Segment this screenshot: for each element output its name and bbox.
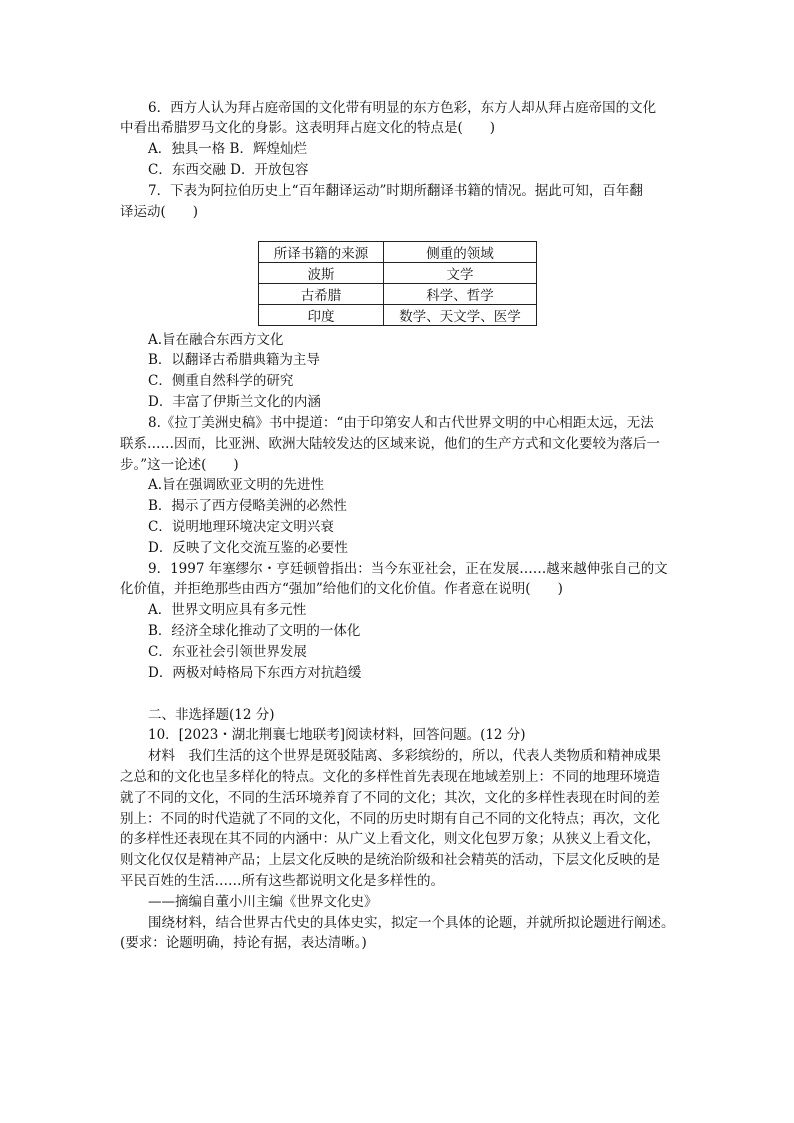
q7-stem-line2: 译运动( ) (120, 204, 199, 220)
table-header-field: 侧重的领域 (384, 242, 537, 263)
table-header-source: 所译书籍的来源 (259, 242, 384, 263)
table-cell-field: 科学、哲学 (384, 284, 537, 305)
q9-option-c: C．东亚社会引领世界发展 (148, 644, 307, 660)
q6-options-cd: C．东西交融 D．开放包容 (148, 162, 309, 178)
material-line: 别上：不同的时代造就了不同的文化，不同的历史时期有自己不同的文化特点；再次，文化 (120, 811, 660, 827)
table-cell-source: 波斯 (259, 263, 384, 284)
section-heading: 二、非选择题(12 分) (148, 707, 275, 723)
translation-table (258, 241, 537, 326)
table-row (259, 263, 537, 284)
table-cell-source: 印度 (259, 305, 384, 326)
q8-stem-line2: 联系……因而，比亚洲、欧洲大陆较发达的区域来说，他们的生产方式和文化要较为落后一 (120, 436, 660, 452)
table-cell-field: 文学 (384, 263, 537, 284)
table-row (259, 284, 537, 305)
q10-task: 围绕材料，结合世界古代史的具体史实，拟定一个具体的论题，并就所拟论题进行阐述。 (148, 915, 675, 931)
q8-option-a: A.旨在强调欧亚文明的先进性 (148, 477, 325, 493)
q6-options-ab: A．独具一格 B．辉煌灿烂 (148, 141, 307, 157)
q7-option-c: C．侧重自然科学的研究 (148, 373, 294, 389)
q7-stem-line1: 7．下表为阿拉伯历史上“百年翻译运动”时期所翻译书籍的情况。据此可知，百年翻 (148, 183, 643, 199)
q7-option-b: B．以翻译古希腊典籍为主导 (148, 352, 320, 368)
q8-option-c: C．说明地理环境决定文明兴衰 (148, 519, 334, 535)
table-row (259, 305, 537, 326)
q6-stem-line1: 6．西方人认为拜占庭帝国的文化带有明显的东方色彩，东方人却从拜占庭帝国的文化 (148, 100, 657, 116)
q8-stem-line1: 8.《拉丁美洲史稿》书中提道：“由于印第安人和古代世界文明的中心相距太远，无法 (148, 415, 654, 431)
table-cell-source: 古希腊 (259, 284, 384, 305)
material-line: 的多样性还表现在其不同的内涵中：从广义上看文化，则文化包罗万象；从狭义上看文化， (120, 831, 660, 847)
material-line: 之总和的文化也呈多样化的特点。文化的多样性首先表现在地域差别上：不同的地理环境造 (120, 769, 660, 785)
q9-option-b: B．经济全球化推动了文明的一体化 (148, 623, 361, 639)
q8-option-d: D．反映了文化交流互鉴的必要性 (148, 540, 348, 556)
q8-stem-line3: 步。”这一论述( ) (120, 457, 239, 473)
material-line: 则文化仅仅是精神产品；上层文化反映的是统治阶级和社会精英的活动，下层文化反映的是 (120, 852, 660, 868)
q10-requirements: (要求：论题明确，持论有据，表达清晰。) (120, 935, 367, 951)
q6-stem-line2: 中看出希腊罗马文化的身影。这表明拜占庭文化的特点是( ) (120, 120, 496, 136)
q9-option-d: D．两极对峙格局下东西方对抗趋缓 (148, 665, 362, 681)
q10-heading: 10．[2023・湖北荆襄七地联考]阅读材料，回答问题。(12 分) (148, 727, 526, 743)
q8-option-b: B．揭示了西方侵略美洲的必然性 (148, 498, 347, 514)
q9-stem-line2: 化价值，并拒绝那些由西方“强加”给他们的文化价值。作者意在说明( ) (120, 581, 563, 597)
table-header-row (259, 242, 537, 263)
material-line: 平民百姓的生活……所有这些都说明文化是多样性的。 (120, 873, 444, 889)
q9-option-a: A．世界文明应具有多元性 (148, 602, 307, 618)
material-line: 就了不同的文化，不同的生活环境养育了不同的文化；其次，文化的多样性表现在时间的差 (120, 790, 660, 806)
q9-stem-line1: 9．1997 年塞缪尔・亨廷顿曾指出：当今东亚社会，正在发展……越来越伸张自己的文 (148, 561, 668, 577)
q7-option-a: A.旨在融合东西方文化 (148, 332, 284, 348)
material-line: 材料 我们生活的这个世界是斑驳陆离、多彩缤纷的，所以，代表人类物质和精神成果 (148, 748, 661, 764)
table-cell-field: 数学、天文学、医学 (384, 305, 537, 326)
q7-option-d: D．丰富了伊斯兰文化的内涵 (148, 394, 321, 410)
material-source: ——摘编自董小川主编《世界文化史》 (148, 894, 378, 910)
